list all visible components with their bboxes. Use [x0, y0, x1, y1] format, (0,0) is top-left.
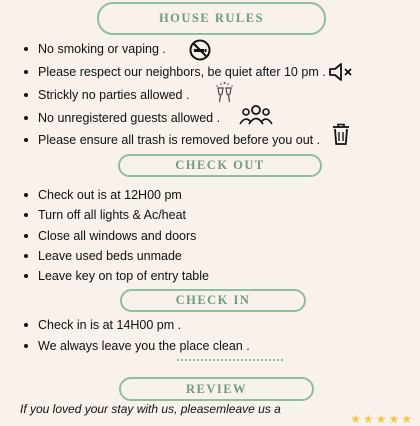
- bullet: [24, 93, 28, 97]
- check-in-title: CHECK IN: [175, 293, 251, 307]
- mute-speaker-icon: [328, 62, 354, 82]
- check-in-header: [120, 289, 306, 312]
- check-out-text: Turn off all lights & Ac/heat: [38, 208, 186, 222]
- check-out-text: Check out is at 12H00 pm: [38, 188, 182, 202]
- house-rule-text: Please respect our neighbors, be quiet after 10 pm .: [38, 65, 326, 79]
- check-out-text: Leave used beds unmade: [38, 249, 182, 263]
- house-rule-item: [24, 64, 326, 80]
- check-in-item: [24, 338, 250, 354]
- bullet: [24, 213, 28, 217]
- bullet: [24, 323, 28, 327]
- bullet: [24, 138, 28, 142]
- check-out-item: [24, 228, 196, 244]
- check-out-header: [118, 154, 322, 177]
- bullet: [24, 254, 28, 258]
- house-rule-text: No unregistered guests allowed .: [38, 111, 221, 125]
- check-out-item: [24, 207, 186, 223]
- guests-icon: [239, 104, 273, 126]
- divider: [177, 359, 283, 361]
- bullet: [24, 47, 28, 51]
- bullet: [24, 344, 28, 348]
- check-out-title: CHECK OUT: [175, 158, 265, 172]
- star-rating-icon: ★★★★★: [350, 412, 414, 426]
- no-smoking-icon: [189, 39, 211, 61]
- house-rules-title: HOUSE RULES: [158, 11, 265, 25]
- house-rule-item: [24, 132, 320, 148]
- bullet: [24, 234, 28, 238]
- house-rule-text: No smoking or vaping .: [38, 42, 166, 56]
- review-header: [119, 377, 314, 401]
- check-in-text: We always leave you the place clean .: [38, 339, 250, 353]
- check-out-item: [24, 187, 182, 203]
- bullet: [24, 116, 28, 120]
- bullet: [24, 193, 28, 197]
- check-out-text: Close all windows and doors: [38, 229, 197, 243]
- check-in-text: Check in is at 14H00 pm .: [38, 318, 182, 332]
- house-rules-header: [97, 2, 326, 35]
- bullet: [24, 70, 28, 74]
- house-rule-text: Strickly no parties allowed .: [38, 88, 190, 102]
- house-rule-item: [24, 87, 189, 103]
- party-icon: [212, 80, 238, 106]
- bullet: [24, 274, 28, 278]
- house-rule-item: [24, 41, 166, 57]
- trash-icon: [331, 122, 351, 146]
- check-in-item: [24, 317, 181, 333]
- house-rule-text: Please ensure all trash is removed before you out .: [38, 133, 321, 147]
- check-out-text: Leave key on top of entry table: [38, 269, 209, 283]
- house-rule-item: [24, 110, 220, 126]
- review-text: If you loved your stay with us, pleasemleave us a: [20, 402, 281, 416]
- review-title: REVIEW: [185, 381, 248, 396]
- check-out-item: [24, 268, 209, 284]
- check-out-item: [24, 248, 182, 264]
